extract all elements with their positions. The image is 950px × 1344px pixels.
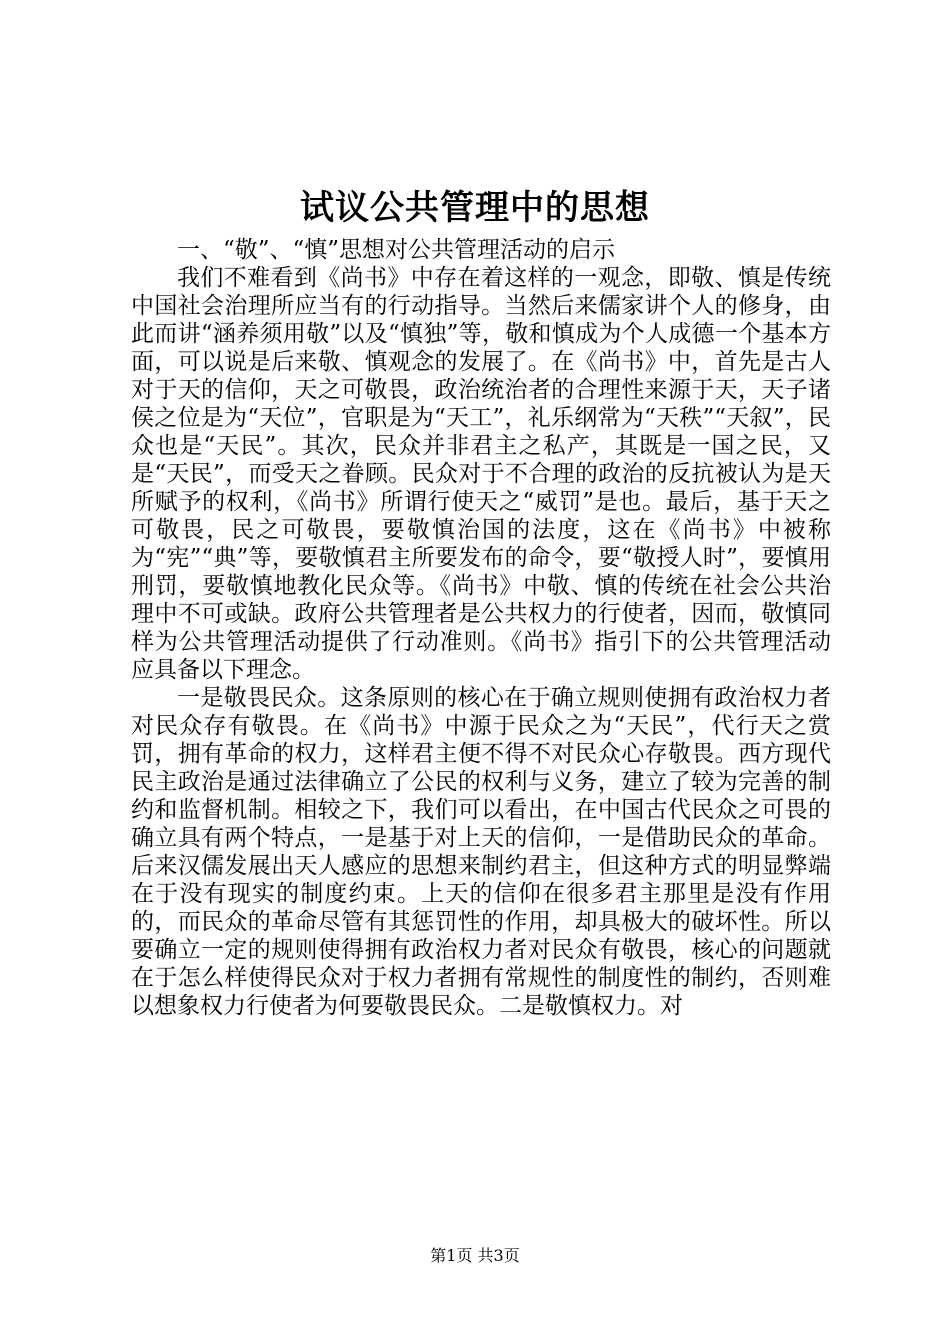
page-footer: 第1页 共3页 — [430, 1246, 520, 1265]
document-body — [131, 236, 831, 1020]
body-paragraph: 我们不难看到《尚书》中存在着这样的一观念，即敬、慎是传统中国社会治理所应当有的行动指导。当然后来儒家讲个人的修身，由此而讲“涵养须用敬”以及“慎独”等，敬和慎成为个人成德一个基本方面，可以说是后来敬、慎观念的发展了。在《尚书》中，首先是古人对于天的信仰，天之可敬畏，政治统治者的合理性来源于天，天子诸侯之位是为“天位”，官职是为“天工”，礼乐纲常为“天秩”“天叙”，民众也是“天民”。其次，民众并非君主之私产，其既是一国之民，又是“天民”，而受天之眷顾。民众对于不合理的政治的反抗被认为是天所赋予的权利，《尚书》所谓行使天之“威罚”是也。最后，基于天之可敬畏，民之可敬畏，要敬慎治国的法度，这在《尚书》中被称为“宪”“典”等，要敬慎君主所要发布的命令，要“敬授人时”，要慎用刑罚，要敬慎地教化民众等。《尚书》中敬、慎的传统在社会公共治理中不可或缺。政府公共管理者是公共权力的行使者，因而，敬慎同样为公共管理活动提供了行动准则。《尚书》指引下的公共管理活动应具备以下理念。 — [131, 265, 831, 683]
document-title: 试议公共管理中的思想 — [300, 188, 650, 228]
body-paragraph: 一是敬畏民众。这条原则的核心在于确立规则使拥有政治权力者对民众存有敬畏。在《尚书》中源于民众之为“天民”，代行天之赏罚，拥有革命的权力，这样君主便不得不对民众心存敬畏。西方现代民主政治是通过法律确立了公民的权利与义务，建立了较为完善的制约和监督机制。相较之下，我们可以看出，在中国古代民众之可畏的确立具有两个特点，一是基于对上天的信仰，一是借助民众的革命。后来汉儒发展出天人感应的思想来制约君主，但这种方式的明显弊端在于没有现实的制度约束。上天的信仰在很多君主那里是没有作用的，而民众的革命尽管有其惩罚性的作用，却具极大的破坏性。所以要确立一定的规则使得拥有政治权力者对民众有敬畏，核心的问题就在于怎么样使得民众对于权力者拥有常规性的制度性的制约，否则难以想象权力行使者为何要敬畏民众。二是敬慎权力。对 — [131, 685, 831, 1019]
section-heading: 一、“敬”、“慎”思想对公共管理活动的启示 — [177, 237, 616, 263]
